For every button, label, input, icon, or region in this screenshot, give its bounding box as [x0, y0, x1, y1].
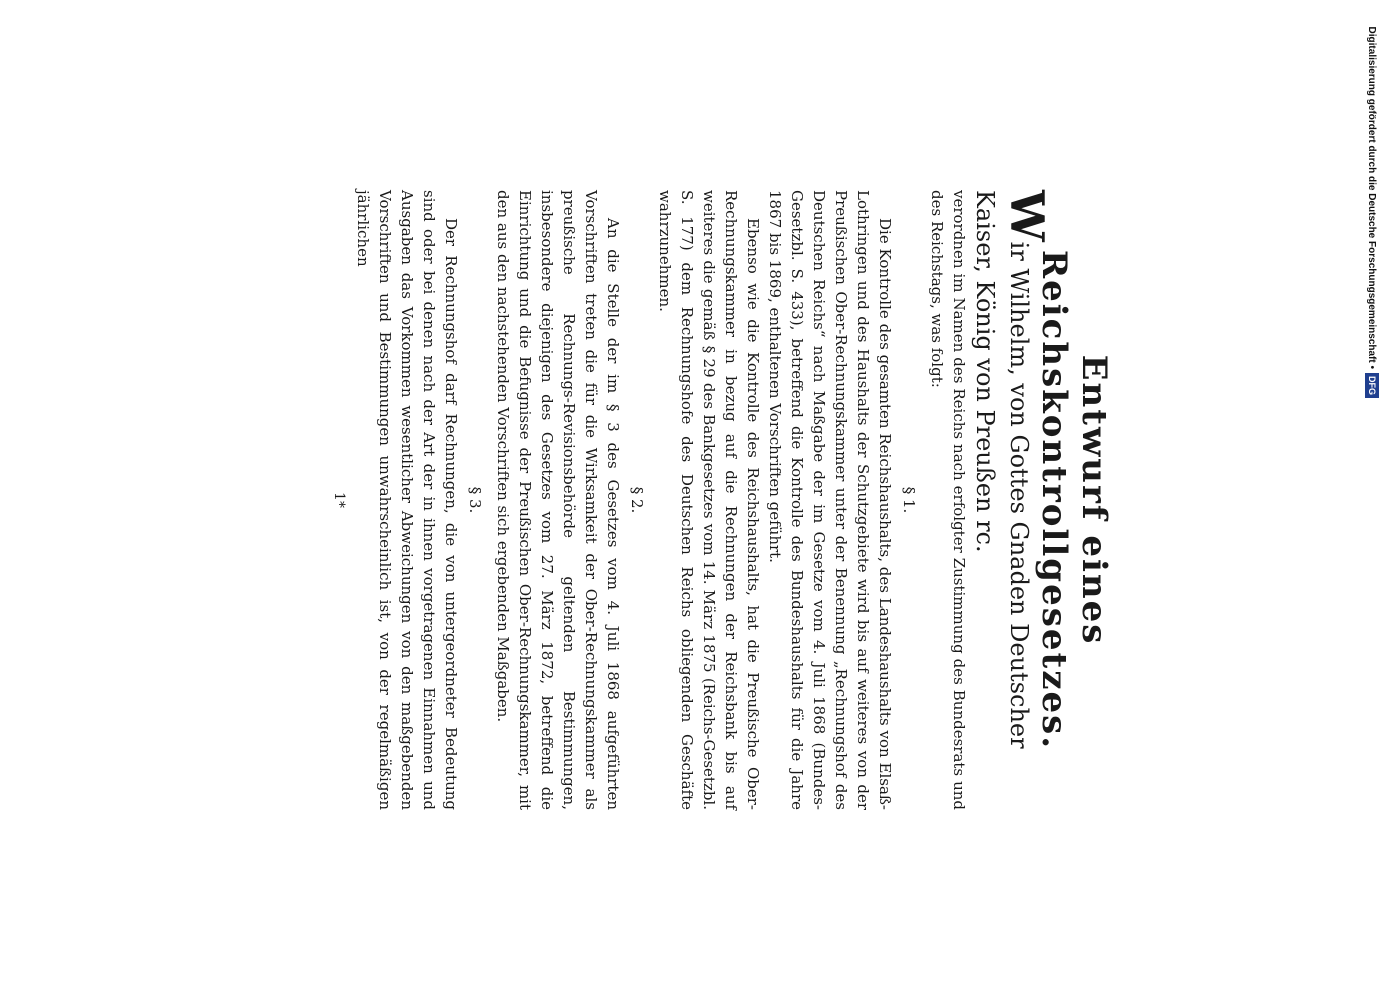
- section-3-paragraph-1: Der Rechnungshof darf Rechnungen, die von untergeordneter Bedeutung sind oder bei denen nach der Art der in ihnen vorgetragenen Einnahmen und Ausgaben das Vorkommen wesentlicher Abweichungen von den maßgebenden Vorschriften und Bestimmungen unwahrscheinlich ist, von der regelmäßigen jährlichen: [354, 190, 460, 810]
- dfg-credit-text: Digitalisierung gefördert durch die Deutsche Forschungsgemeinschaft •: [1366, 26, 1378, 369]
- preamble: [968, 190, 1054, 810]
- decree-text: verordnen im Namen des Reichs nach erfolgter Zustimmung des Bundesrats und des Reichstags, was folgt:: [928, 190, 968, 810]
- document-page: [240, 150, 1114, 1000]
- dfg-credit: [1363, 8, 1381, 398]
- section-heading-2: § 2.: [628, 486, 646, 514]
- section-heading-1: § 1.: [900, 486, 918, 514]
- document-title: Entwurf eines Reichskontrollgesetzes.: [1034, 249, 1114, 751]
- section-1-paragraph-1: Die Kontrolle des gesamten Reichshaushalts, des Landeshaushalts von Elsaß-Lothringen und des Haushalts der Schutzgebiete wird bis auf weiteres von der Preußischen Ober-Rechnungskammer unter der Benennung „Rechnungshof des Deutschen Reichs“ nach Maßgabe der im Gesetze vom 4. Juli 1868 (Bundes-Gesetzbl. S. 433), betreffend die Kontrolle des Bundeshaushalts für die Jahre 1867 bis 1869, enthaltenen Vorschriften geführt.: [766, 190, 894, 810]
- section-heading-3: § 3.: [466, 486, 484, 514]
- preamble-initial: W: [1000, 190, 1054, 242]
- dfg-credit-content: [1363, 8, 1381, 398]
- preamble-text: ir Wilhelm, von Gottes Gnaden Deutscher Kaiser, König von Preußen rc.: [971, 190, 1033, 749]
- page-signature: 1*: [331, 492, 347, 508]
- section-1-paragraph-2: Ebenso wie die Kontrolle des Reichshaushalts, hat die Preußische Ober-Rechnungskammer in bezug auf die Rechnungen der Reichsbank bis auf weiteres die gemäß § 29 des Bankgesetzes vom 14. März 1875 (Reichs-Gesetzbl. S. 177) dem Rechnungshofe des Deutschen Reichs obliegenden Geschäfte wahrzunehmen.: [656, 190, 762, 810]
- dfg-logo: DFG: [1365, 373, 1379, 398]
- decree-block: [328, 190, 970, 810]
- document-page-content: [331, 150, 1120, 850]
- section-2-paragraph-1: An die Stelle der im § 3 des Gesetzes vom 4. Juli 1868 aufgeführten Vorschriften treten die für die Wirksamkeit der Ober-Rechnungskammer als preußische Rechnungs-Revisionsbehörde geltenden Bestimmungen, insbesondere diejenigen des Gesetzes vom 27. März 1872, betreffend die Einrichtung und die Befugnisse der Preußischen Ober-Rechnungskammer, mit den aus den nachstehenden Vorschriften sich ergebenden Maßgaben.: [494, 190, 622, 810]
